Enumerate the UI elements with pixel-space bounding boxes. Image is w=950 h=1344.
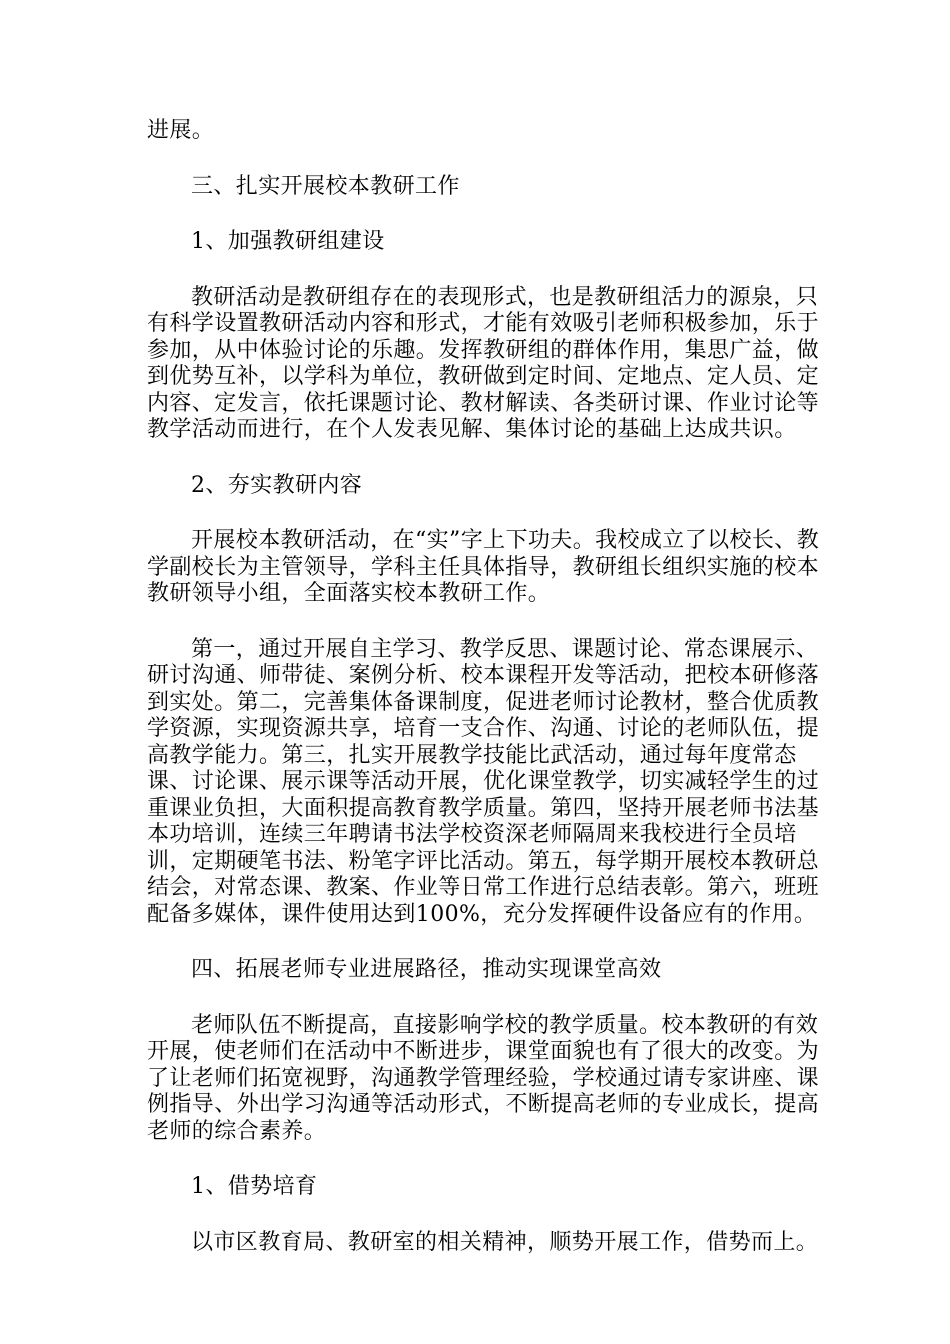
- subsection-heading-solidify-content: 2、夯实教研内容: [191, 472, 363, 498]
- spacer: [147, 200, 827, 229]
- paragraph-continuation: 进展。: [147, 118, 215, 143]
- subsection-heading-leverage: 1、借势培育: [191, 1174, 318, 1199]
- subsection-heading-strengthen-groups: 1、加强教研组建设: [191, 229, 385, 254]
- paragraph-city-bureau: 以市区教育局、教研室的相关精神，顺势开展工作，借势而上。: [191, 1229, 819, 1255]
- paragraph-teacher-team: 老师队伍不断提高，直接影响学校的教学质量。校本教研的有效开展，使老师们在活动中不断进步，课堂面貌也有了很大的改变。为了让老师们拓宽视野，沟通教学管理经验，学校通过请专家讲座、课例指导、外出学习沟通等活动形式，不断提高老师的专业成长，提高老师的综合素养。: [147, 1012, 820, 1144]
- section-heading-3: 三、扎实开展校本教研工作: [191, 173, 460, 199]
- paragraph-school-research: 开展校本教研活动，在“实”字上下功夫。我校成立了以校长、教学副校长为主管领导，学科主任具体指导，教研组长组织实施的校本教研领导小组，全面落实校本教研工作。: [147, 528, 820, 606]
- spacer: [147, 1201, 827, 1230]
- spacer: [147, 256, 827, 285]
- spacer: [147, 928, 827, 957]
- spacer: [147, 145, 827, 174]
- spacer: [147, 444, 827, 473]
- spacer: [147, 499, 827, 528]
- spacer: [147, 1145, 827, 1174]
- spacer: [147, 608, 827, 637]
- paragraph-measures-list: 第一，通过开展自主学习、教学反思、课题讨论、常态课展示、研讨沟通、师带徒、案例分析、校本课程开发等活动，把校本研修落到实处。第二，完善集体备课制度，促进老师讨论教材，整合优质教学资源，实现资源共享，培育一支合作、沟通、讨论的老师队伍，提高教学能力。第三，扎实开展教学技能比武活动，通过每年度常态课、讨论课、展示课等活动开展，优化课堂教学，切实减轻学生的过重课业负担，大面积提高教育教学质量。第四，坚持开展老师书法基本功培训，连续三年聘请书法学校资深老师隔周来我校进行全员培训，定期硬笔书法、粉笔字评比活动。第五，每学期开展校本教研总结会，对常态课、教案、作业等日常工作进行总结表彰。第六，班班配备多媒体，课件使用达到100%，充分发挥硬件设备应有的作用。: [147, 636, 820, 927]
- spacer: [147, 984, 827, 1013]
- document-page: [147, 118, 827, 1256]
- section-heading-4: 四、拓展老师专业进展路径，推动实现课堂高效: [191, 957, 662, 982]
- paragraph-research-activities: 教研活动是教研组存在的表现形式，也是教研组活力的源泉，只有科学设置教研活动内容和形式，才能有效吸引老师积极参加，乐于参加，从中体验讨论的乐趣。发挥教研组的群体作用，集思广益，做到优势互补，以学科为单位，教研做到定时间、定地点、定人员、定内容、定发言，依托课题讨论、教材解读、各类研讨课、作业讨论等教学活动而进行，在个人发表见解、集体讨论的基础上达成共识。: [147, 284, 820, 442]
